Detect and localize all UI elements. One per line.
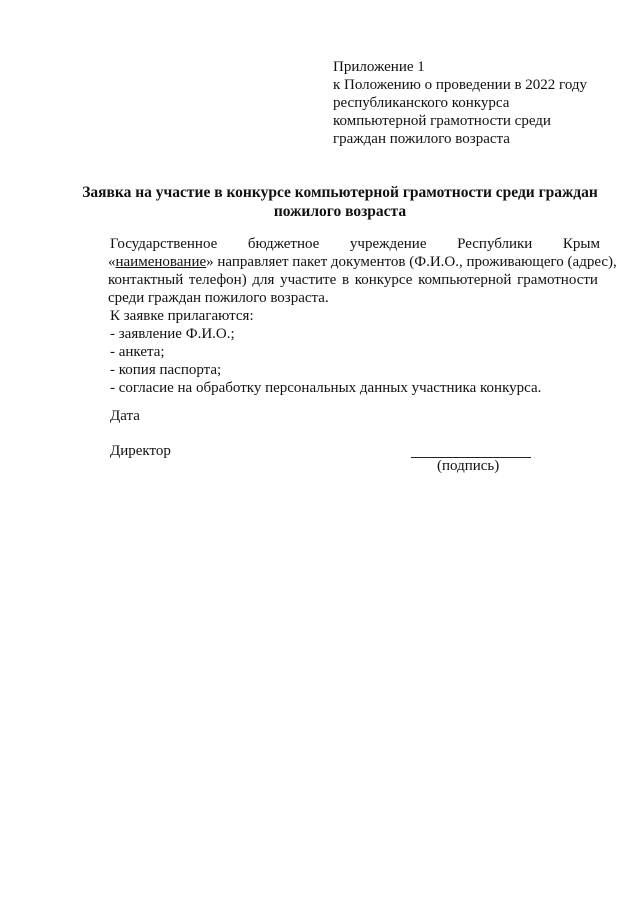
word: конкурсе (354, 272, 413, 288)
word: бюджетное (247, 236, 320, 252)
signature-label: (подпись) (437, 458, 500, 474)
word: компьютерной (418, 272, 512, 288)
word: Республики (457, 236, 533, 252)
word: участите (280, 272, 337, 288)
appendix-line: Приложение 1 (333, 59, 425, 75)
word: учреждение (349, 236, 427, 252)
appendix-line: к Положению о проведении в 2022 году (333, 77, 588, 93)
word: грамотности (517, 272, 598, 288)
word: контактный (108, 272, 184, 288)
word: Государственное (110, 236, 218, 252)
director-label: Директор (110, 443, 171, 459)
word: Крым (562, 236, 600, 252)
paragraph-line: среди граждан пожилого возраста. (108, 290, 329, 306)
attachments-heading: К заявке прилагаются: (110, 308, 254, 324)
open-quote: « (108, 254, 116, 270)
main-paragraph (108, 235, 617, 307)
appendix-line: граждан пожилого возраста (333, 131, 510, 147)
word: для (252, 272, 275, 288)
title-line: Заявка на участие в конкурсе компьютерной грамотности среди граждан (82, 184, 598, 201)
date-label: Дата (110, 408, 140, 424)
attachments-list (110, 325, 541, 397)
document-title (70, 183, 610, 221)
title-line: пожилого возраста (273, 203, 407, 220)
paragraph-line (108, 253, 617, 271)
paragraph-line (108, 271, 598, 289)
list-item: - анкета; (110, 344, 165, 360)
appendix-line: компьютерной грамотности среди (333, 113, 551, 129)
list-item: - копия паспорта; (110, 362, 222, 378)
organization-name-placeholder: наименование (115, 254, 207, 270)
appendix-reference (333, 58, 623, 148)
paragraph-line (110, 235, 600, 253)
word: телефон) (188, 272, 247, 288)
appendix-line: республиканского конкурса (333, 95, 510, 111)
list-item: - заявление Ф.И.О.; (110, 326, 235, 342)
word: в (341, 272, 350, 288)
list-item: - согласие на обработку персональных данных участника конкурса. (110, 380, 542, 396)
paragraph-text: » направляет пакет документов (Ф.И.О., проживающего (адрес), (206, 254, 617, 270)
